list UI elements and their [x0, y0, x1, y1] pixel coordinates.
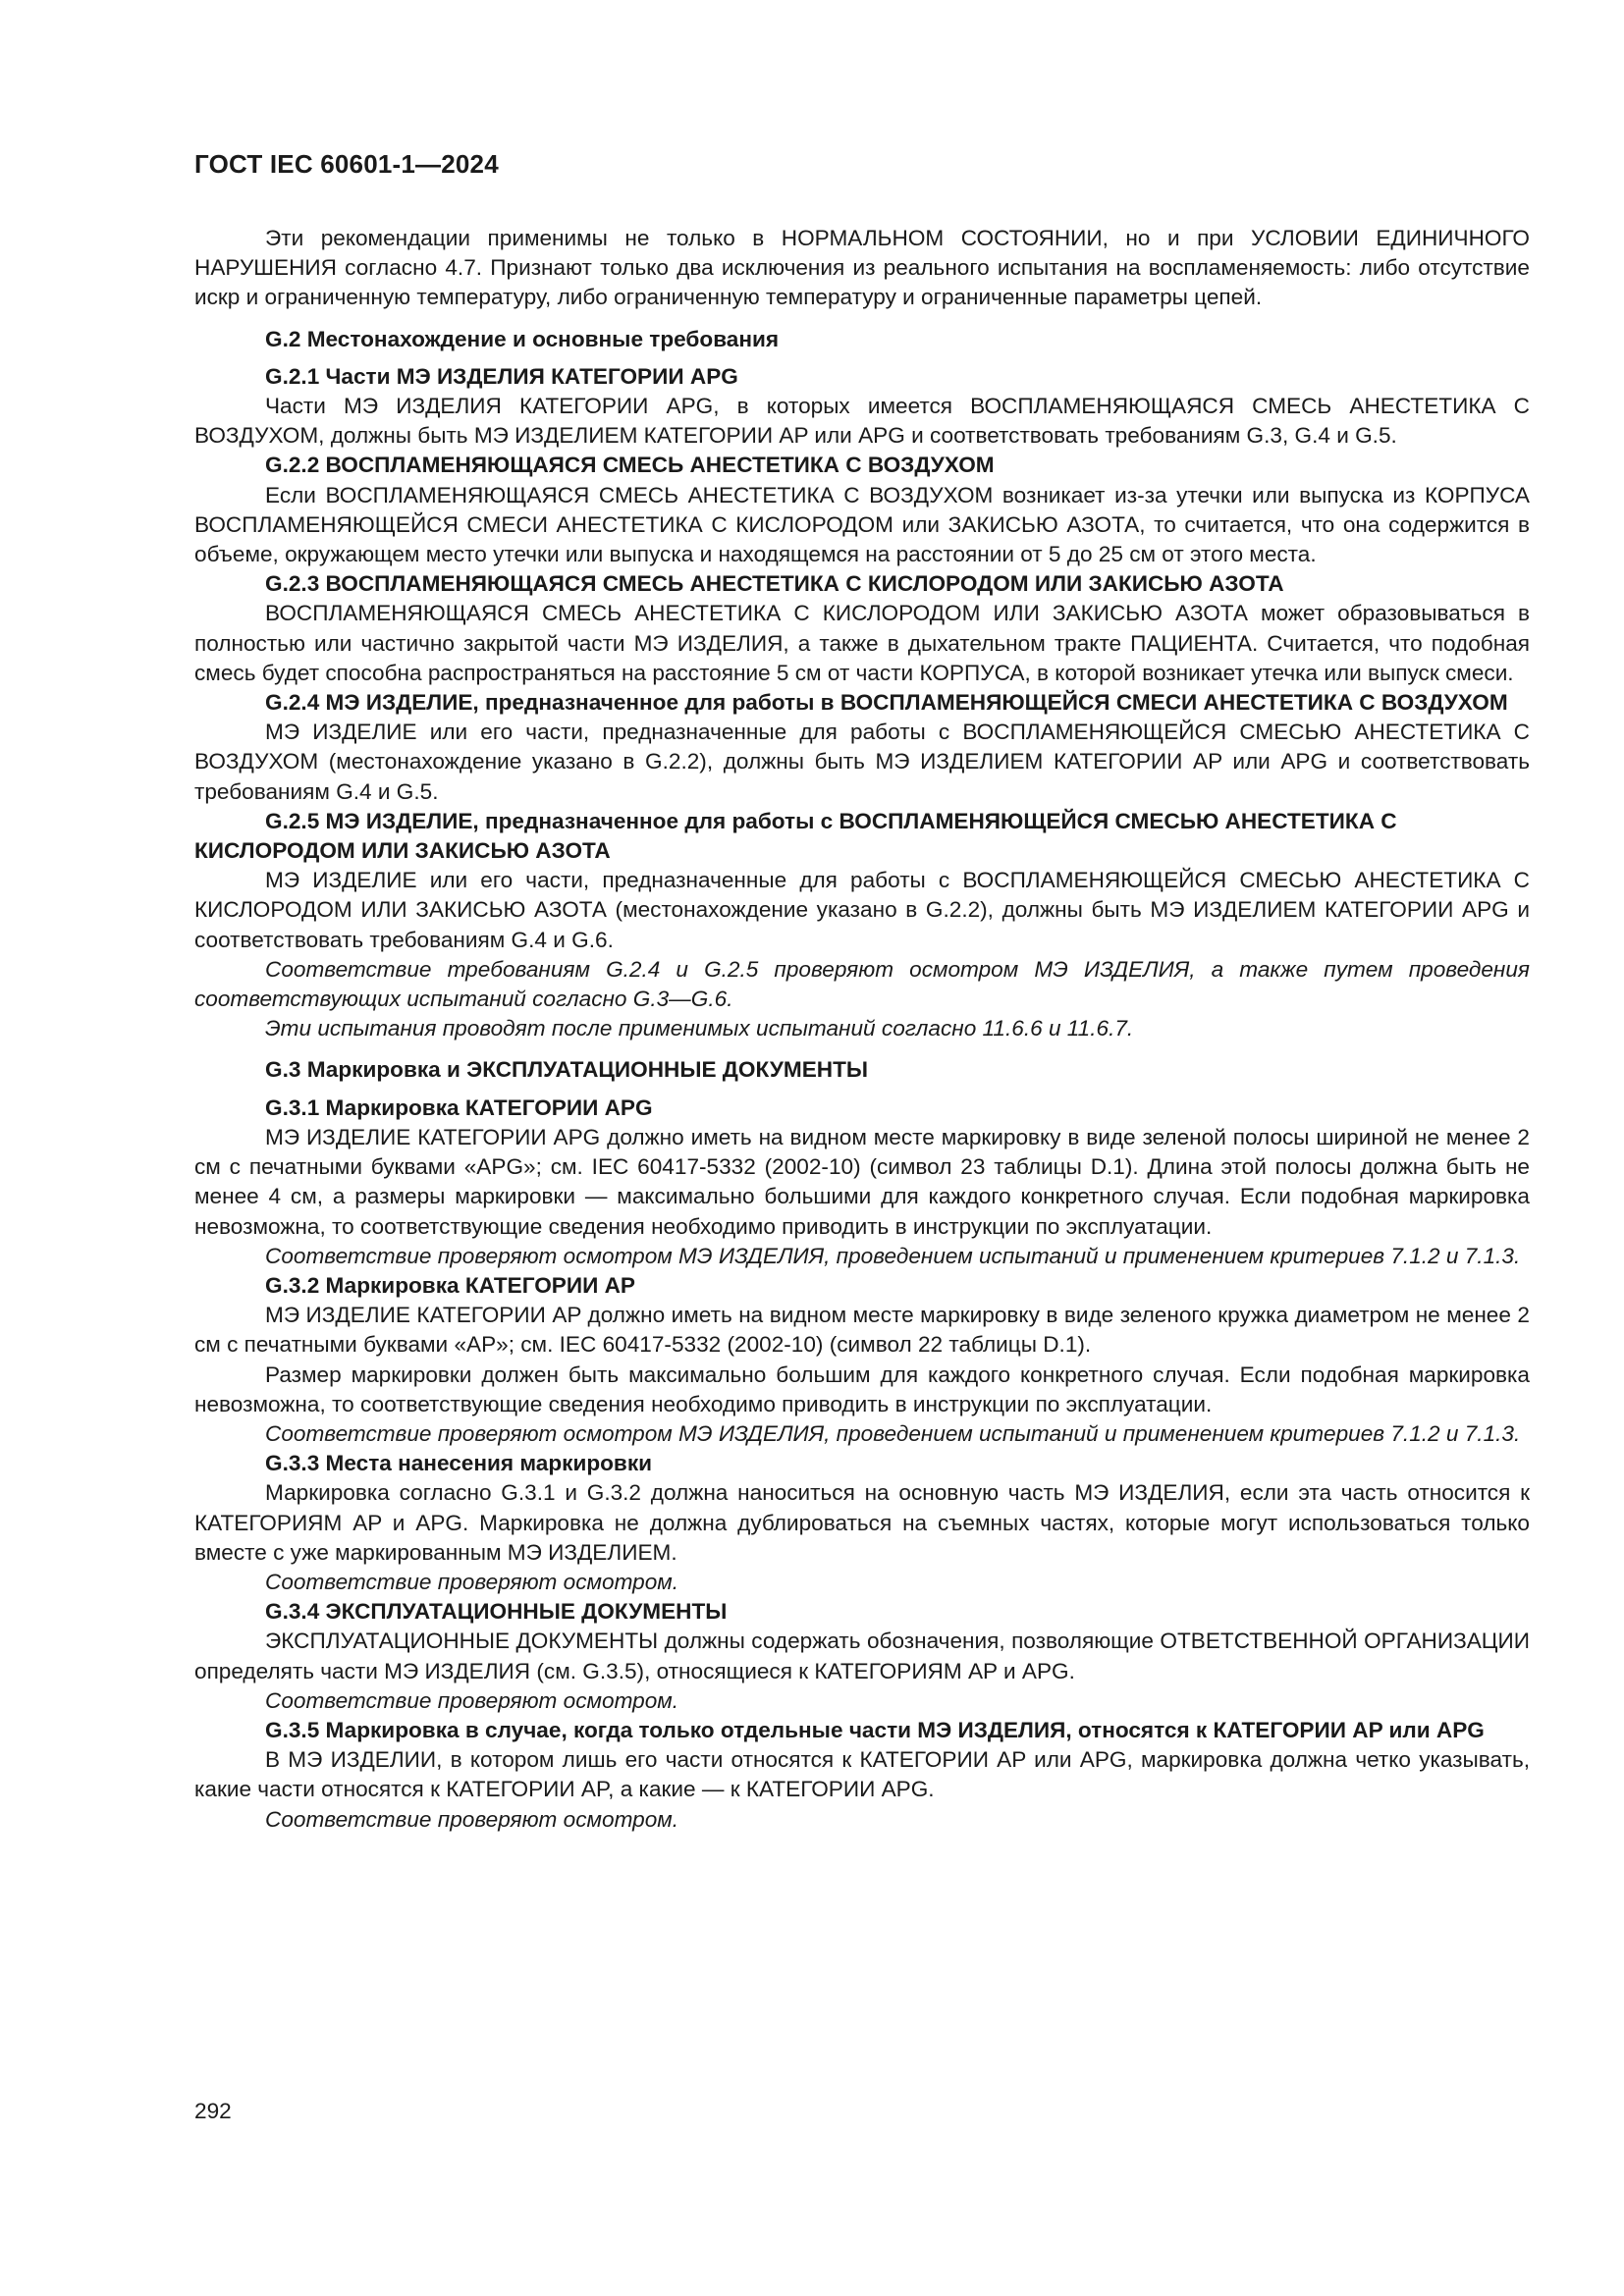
- page-number: 292: [194, 2099, 232, 2123]
- subsection-g22-title: G.2.2 ВОСПЛАМЕНЯЮЩАЯСЯ СМЕСЬ АНЕСТЕТИКА С ВОЗДУХОМ: [265, 453, 995, 478]
- subsection-g24-text: МЭ ИЗДЕЛИЕ или его части, предназначенные для работы с ВОСПЛАМЕНЯЮЩЕЙСЯ СМЕСЬЮ АНЕСТЕТИКА С ВОЗДУХОМ (местонахождение указано в G.2.2), должны быть МЭ ИЗДЕЛИЕМ КАТЕГОРИИ AP или APG и соответствовать требованиям G.4 и G.5.: [194, 720, 1530, 804]
- subsection-g33-compliance: Соответствие проверяют осмотром.: [265, 1569, 679, 1594]
- subsection-g25-compliance: Соответствие требованиям G.2.4 и G.2.5 проверяют осмотром МЭ ИЗДЕЛИЯ, а также путем проведения соответствующих испытаний согласно G.3—G.6.: [194, 956, 1530, 1012]
- subsection-g34-compliance: Соответствие проверяют осмотром.: [265, 1687, 679, 1713]
- subsection-g21-text: Части МЭ ИЗДЕЛИЯ КАТЕГОРИИ APG, в которых имеется ВОСПЛАМЕНЯЮЩАЯСЯ СМЕСЬ АНЕСТЕТИКА С ВОЗДУХОМ, должны быть МЭ ИЗДЕЛИЕМ КАТЕГОРИИ AP или APG и соответствовать требованиям G.3, G.4 и G.5.: [194, 394, 1530, 449]
- subsection-g32-title: G.3.2 Маркировка КАТЕГОРИИ AP: [265, 1272, 635, 1298]
- subsection-g33-title: G.3.3 Места нанесения маркировки: [265, 1451, 653, 1476]
- subsection-g22-text: Если ВОСПЛАМЕНЯЮЩАЯСЯ СМЕСЬ АНЕСТЕТИКА С ВОЗДУХОМ возникает из-за утечки или выпуска из КОРПУСА ВОСПЛАМЕНЯЮЩЕЙСЯ СМЕСИ АНЕСТЕТИКА С КИСЛОРОДОМ или ЗАКИСЬЮ АЗОТА, то считается, что она содержится в объеме, окружающем место утечки или выпуска и находящемся на расстоянии от 5 до 25 см от этого места.: [194, 482, 1530, 567]
- subsection-g34-text: ЭКСПЛУАТАЦИОННЫЕ ДОКУМЕНТЫ должны содержать обозначения, позволяющие ОТВЕТСТВЕННОЙ ОРГАНИЗАЦИИ определять части МЭ ИЗДЕЛИЯ (см. G.3.5), относящиеся к КАТЕГОРИЯМ AP и APG.: [194, 1629, 1530, 1683]
- subsection-g32-compliance: Соответствие проверяют осмотром МЭ ИЗДЕЛИЯ, проведением испытаний и применением критериев 7.1.2 и 7.1.3.: [265, 1420, 1521, 1446]
- subsection-g32-text2: Размер маркировки должен быть максимально большим для каждого конкретного случая. Если подобная маркировка невозможна, то соответствующие сведения необходимо приводить в инструкции по эксплуатации.: [194, 1362, 1530, 1416]
- subsection-g25-tests: Эти испытания проводят после применимых испытаний согласно 11.6.6 и 11.6.7.: [265, 1016, 1134, 1041]
- subsection-g35-text: В МЭ ИЗДЕЛИИ, в котором лишь его части относятся к КАТЕГОРИИ AP или APG, маркировка должна четко указывать, какие части относятся к КАТЕГОРИИ AP, а какие — к КАТЕГОРИИ APG.: [194, 1747, 1530, 1802]
- subsection-g25-text: МЭ ИЗДЕЛИЕ или его части, предназначенные для работы с ВОСПЛАМЕНЯЮЩЕЙСЯ СМЕСЬЮ АНЕСТЕТИКА С КИСЛОРОДОМ ИЛИ ЗАКИСЬЮ АЗОТА (местонахождение указано в G.2.2), должны быть МЭ ИЗДЕЛИЕМ КАТЕГОРИИ APG и соответствовать требованиям G.4 и G.6.: [194, 868, 1530, 952]
- subsection-g21-title: G.2.1 Части МЭ ИЗДЕЛИЯ КАТЕГОРИИ APG: [265, 363, 738, 389]
- subsection-g25-title: G.2.5 МЭ ИЗДЕЛИЕ, предназначенное для работы с ВОСПЛАМЕНЯЮЩЕЙСЯ СМЕСЬЮ АНЕСТЕТИКА С КИСЛОРОДОМ ИЛИ ЗАКИСЬЮ АЗОТА: [194, 808, 1397, 864]
- subsection-g31-compliance: Соответствие проверяют осмотром МЭ ИЗДЕЛИЯ, проведением испытаний и применением критериев 7.1.2 и 7.1.3.: [265, 1243, 1521, 1268]
- subsection-g33-text: Маркировка согласно G.3.1 и G.3.2 должна наноситься на основную часть МЭ ИЗДЕЛИЯ, если эта часть относится к КАТЕГОРИЯМ AP и APG. Маркировка не должна дублироваться на съемных частях, которые могут использоваться только вместе с уже маркированным МЭ ИЗДЕЛИЕМ.: [194, 1480, 1530, 1565]
- document-header: ГОСТ IEC 60601-1—2024: [194, 149, 499, 179]
- section-g3-title: G.3 Маркировка и ЭКСПЛУАТАЦИОННЫЕ ДОКУМЕНТЫ: [265, 1057, 869, 1083]
- subsection-g35-compliance: Соответствие проверяют осмотром.: [265, 1806, 679, 1832]
- subsection-g31-title: G.3.1 Маркировка КАТЕГОРИИ APG: [265, 1095, 653, 1120]
- section-g2-title: G.2 Местонахождение и основные требования: [265, 326, 780, 351]
- subsection-g31-text: МЭ ИЗДЕЛИЕ КАТЕГОРИИ APG должно иметь на видном месте маркировку в виде зеленой полосы шириной не менее 2 см с печатными буквами «APG»; см. IEC 60417-5332 (2002-10) (символ 23 таблицы D.1). Длина этой полосы должна быть не менее 4 см, а размеры маркировки — максимально большими для каждого конкретного случая. Если подобная маркировка невозможна, то соответствующие сведения необходимо приводить в инструкции по эксплуатации.: [194, 1124, 1530, 1239]
- document-body: [194, 224, 1530, 1835]
- subsection-g35-title: G.3.5 Маркировка в случае, когда только отдельные части МЭ ИЗДЕЛИЯ, относятся к КАТЕГОРИИ AP или APG: [265, 1717, 1485, 1742]
- subsection-g24-title: G.2.4 МЭ ИЗДЕЛИЕ, предназначенное для работы в ВОСПЛАМЕНЯЮЩЕЙСЯ СМЕСИ АНЕСТЕТИКА С ВОЗДУХОМ: [265, 690, 1508, 716]
- subsection-g23-text: ВОСПЛАМЕНЯЮЩАЯСЯ СМЕСЬ АНЕСТЕТИКА С КИСЛОРОДОМ ИЛИ ЗАКИСЬЮ АЗОТА может образовываться в полностью или частично закрытой части МЭ ИЗДЕЛИЯ, а также в дыхательном тракте ПАЦИЕНТА. Считается, что подобная смесь будет способна распространяться на расстояние 5 см от части КОРПУСА, в которой возникает утечка или выпуск смеси.: [194, 601, 1530, 685]
- subsection-g23-title: G.2.3 ВОСПЛАМЕНЯЮЩАЯСЯ СМЕСЬ АНЕСТЕТИКА С КИСЛОРОДОМ ИЛИ ЗАКИСЬЮ АЗОТА: [265, 571, 1284, 597]
- subsection-g32-text1: МЭ ИЗДЕЛИЕ КАТЕГОРИИ AP должно иметь на видном месте маркировку в виде зеленого кружка диаметром не менее 2 см с печатными буквами «AP»; см. IEC 60417-5332 (2002-10) (символ 22 таблицы D.1).: [194, 1303, 1530, 1358]
- subsection-g34-title: G.3.4 ЭКСПЛУАТАЦИОННЫЕ ДОКУМЕНТЫ: [265, 1599, 728, 1625]
- intro-paragraph: Эти рекомендации применимы не только в НОРМАЛЬНОМ СОСТОЯНИИ, но и при УСЛОВИИ ЕДИНИЧНОГО НАРУШЕНИЯ согласно 4.7. Признают только два исключения из реального испытания на воспламеняемость: либо отсутствие искр и ограниченную температуру, либо ограниченную температуру и ограниченные параметры цепей.: [194, 226, 1530, 310]
